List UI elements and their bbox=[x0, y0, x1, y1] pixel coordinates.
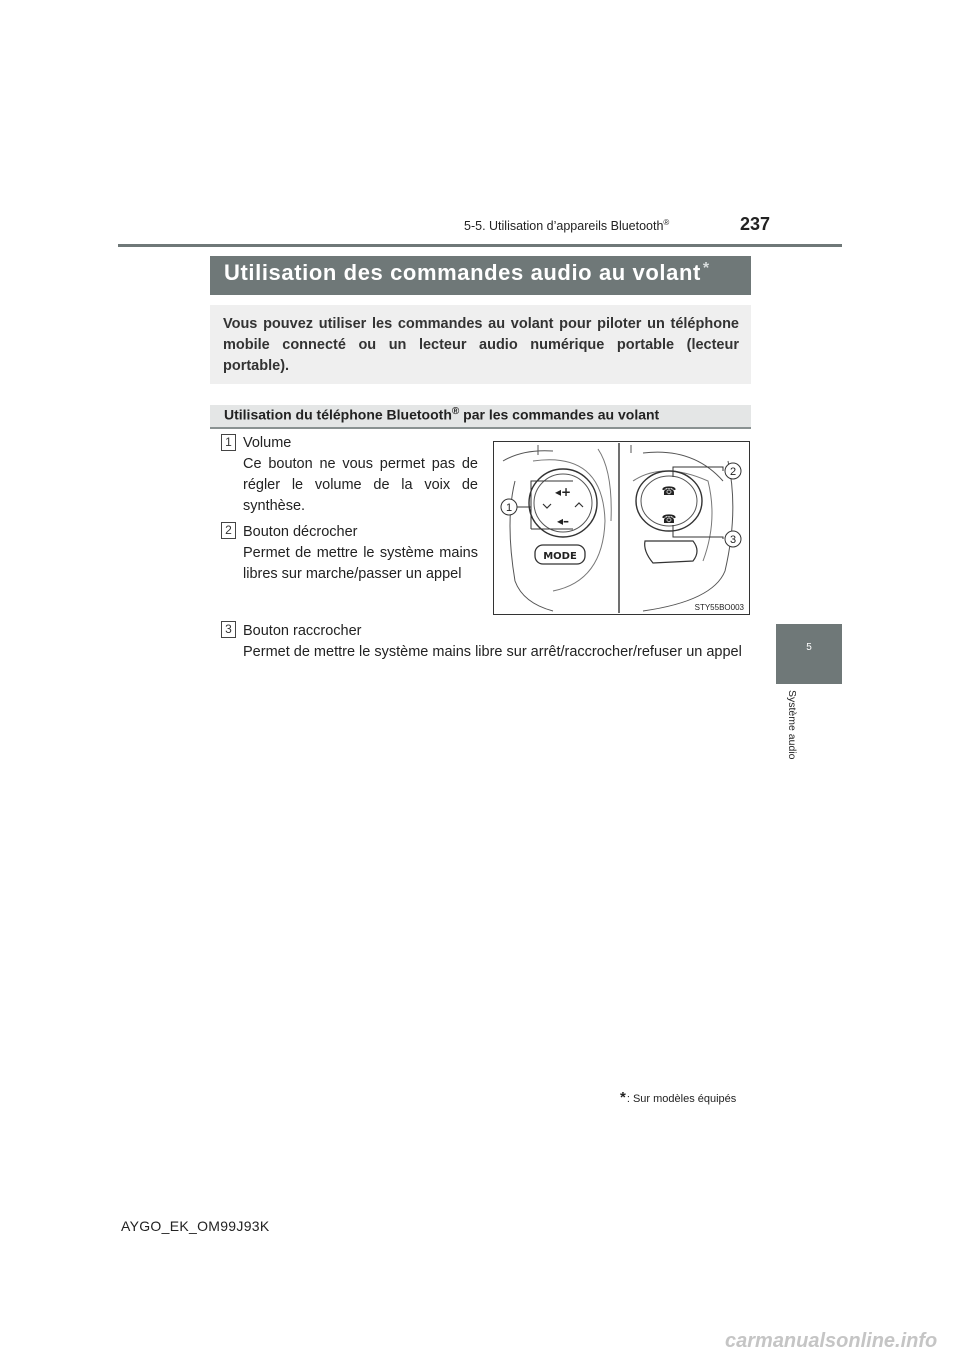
callout-3: 3 bbox=[729, 534, 737, 546]
watermark: carmanualsonline.info bbox=[725, 1330, 938, 1352]
item-title: Volume bbox=[243, 435, 292, 451]
list-item bbox=[243, 522, 478, 585]
subheading: Utilisation du téléphone Bluetooth® par les commandes au volant bbox=[224, 406, 660, 423]
asterisk-icon: * bbox=[620, 1089, 626, 1106]
item-description: Ce bouton ne vous permet pas de régler le volume de la voix de synthèse. bbox=[243, 456, 478, 514]
chapter-side-label: Système audio bbox=[786, 690, 798, 760]
intro-text: Vous pouvez utiliser les commandes au volant pour piloter un téléphone mobile connecté ou un lecteur audio numérique portable (lecteur portable). bbox=[223, 316, 739, 374]
list-item bbox=[243, 621, 745, 663]
document-code: AYGO_EK_OM99J93K bbox=[121, 1218, 270, 1234]
figure-code: STY55BO003 bbox=[694, 603, 744, 612]
phone-hangup-icon: ☎ bbox=[661, 512, 677, 526]
running-header-section: 5-5. Utilisation d’appareils Bluetooth® bbox=[464, 218, 670, 234]
item-title: Bouton raccrocher bbox=[243, 623, 362, 639]
callout-2: 2 bbox=[729, 466, 737, 478]
mode-button-label: MODE bbox=[543, 551, 577, 562]
item-description: Permet de mettre le système mains libres sur marche/passer un appel bbox=[243, 545, 478, 582]
volume-down-icon: ◂– bbox=[556, 514, 570, 528]
phone-pickup-icon: ☎ bbox=[661, 484, 677, 498]
section-title: Utilisation des commandes audio au volant * bbox=[224, 260, 710, 285]
callout-1: 1 bbox=[505, 502, 513, 514]
chapter-tab bbox=[776, 624, 842, 684]
page-number: 237 bbox=[740, 214, 771, 234]
item-title: Bouton décrocher bbox=[243, 524, 358, 540]
asterisk-icon: * bbox=[702, 260, 710, 277]
footnote: *: Sur modèles équipés bbox=[620, 1089, 737, 1106]
volume-up-icon: ◂+ bbox=[554, 485, 572, 499]
item-number-3: 3 bbox=[221, 621, 236, 638]
header-rule bbox=[118, 244, 842, 247]
item-number-1: 1 bbox=[221, 434, 236, 451]
chapter-tab-number: 5 bbox=[806, 642, 812, 653]
item-number-2: 2 bbox=[221, 522, 236, 539]
steering-wheel-controls-figure bbox=[493, 441, 750, 615]
list-item bbox=[243, 433, 478, 517]
item-description: Permet de mettre le système mains libre sur arrêt/raccrocher/refuser un appel bbox=[243, 644, 742, 660]
